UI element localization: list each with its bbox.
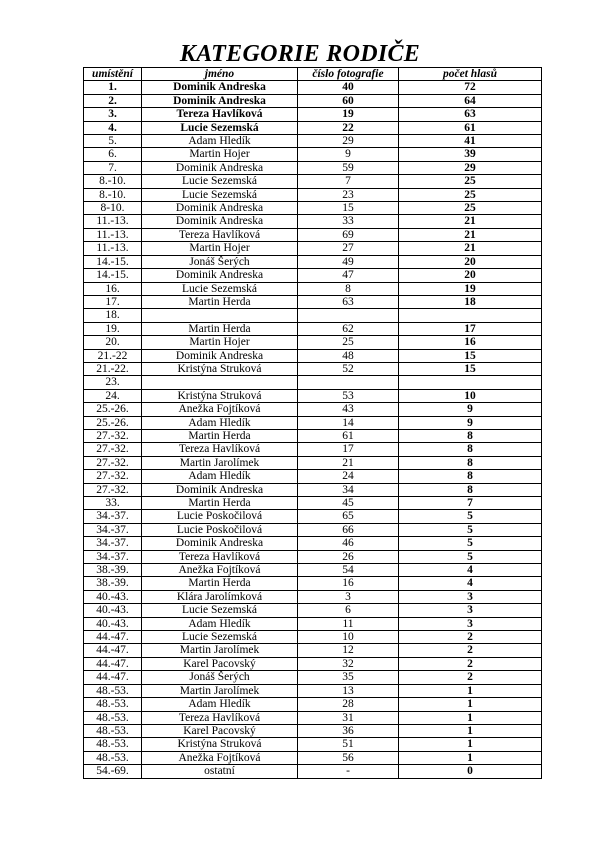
cell-photo-number: 61 <box>298 429 399 442</box>
cell-place: 23. <box>84 376 142 389</box>
cell-votes: 15 <box>399 362 542 375</box>
cell-photo-number: 16 <box>298 577 399 590</box>
cell-votes: 25 <box>399 202 542 215</box>
cell-name: Martin Herda <box>142 577 298 590</box>
cell-votes: 41 <box>399 135 542 148</box>
cell-name: Dominik Andreska <box>142 483 298 496</box>
cell-photo-number: 15 <box>298 202 399 215</box>
cell-photo-number: 24 <box>298 470 399 483</box>
cell-place: 21.-22 <box>84 349 142 362</box>
table-row <box>84 389 542 402</box>
cell-votes: 4 <box>399 564 542 577</box>
table-row <box>84 282 542 295</box>
cell-place: 44.-47. <box>84 657 142 670</box>
table-row <box>84 711 542 724</box>
cell-votes: 72 <box>399 81 542 94</box>
cell-photo-number: 46 <box>298 537 399 550</box>
table-row <box>84 523 542 536</box>
cell-name: Dominik Andreska <box>142 269 298 282</box>
cell-votes: 61 <box>399 121 542 134</box>
cell-place: 34.-37. <box>84 510 142 523</box>
cell-votes: 16 <box>399 336 542 349</box>
table-row <box>84 202 542 215</box>
cell-photo-number: 34 <box>298 483 399 496</box>
cell-place: 18. <box>84 309 142 322</box>
cell-photo-number: - <box>298 765 399 778</box>
table-row <box>84 148 542 161</box>
cell-place: 40.-43. <box>84 590 142 603</box>
cell-name: Dominik Andreska <box>142 537 298 550</box>
cell-place: 54.-69. <box>84 765 142 778</box>
cell-name: Martin Herda <box>142 322 298 335</box>
cell-votes: 2 <box>399 644 542 657</box>
table-row <box>84 228 542 241</box>
cell-votes: 17 <box>399 322 542 335</box>
cell-name: Martin Jarolímek <box>142 684 298 697</box>
table-row <box>84 470 542 483</box>
cell-votes: 0 <box>399 765 542 778</box>
cell-name: Martin Hojer <box>142 336 298 349</box>
table-row <box>84 631 542 644</box>
cell-votes: 5 <box>399 550 542 563</box>
cell-name: Lucie Poskočilová <box>142 523 298 536</box>
table-row <box>84 738 542 751</box>
cell-name <box>142 376 298 389</box>
cell-votes: 1 <box>399 711 542 724</box>
cell-photo-number: 21 <box>298 456 399 469</box>
cell-photo-number: 54 <box>298 564 399 577</box>
cell-photo-number: 53 <box>298 389 399 402</box>
table-row <box>84 336 542 349</box>
cell-votes: 20 <box>399 255 542 268</box>
cell-photo-number: 19 <box>298 108 399 121</box>
cell-votes: 1 <box>399 751 542 764</box>
cell-name: Lucie Poskočilová <box>142 510 298 523</box>
cell-photo-number: 27 <box>298 242 399 255</box>
table-row <box>84 671 542 684</box>
cell-votes: 29 <box>399 161 542 174</box>
cell-name: Lucie Sezemská <box>142 604 298 617</box>
table-body <box>84 81 542 778</box>
column-header-place: umístění <box>84 68 142 81</box>
cell-votes: 8 <box>399 483 542 496</box>
cell-votes: 8 <box>399 456 542 469</box>
table-row <box>84 242 542 255</box>
cell-name: Adam Hledík <box>142 416 298 429</box>
cell-photo-number: 10 <box>298 631 399 644</box>
cell-name: Anežka Fojtíková <box>142 564 298 577</box>
cell-name: Karel Pacovský <box>142 724 298 737</box>
cell-name: Adam Hledík <box>142 135 298 148</box>
cell-name: Tereza Havlíková <box>142 711 298 724</box>
table-row <box>84 456 542 469</box>
table-row <box>84 684 542 697</box>
column-header-name: jméno <box>142 68 298 81</box>
table-row <box>84 416 542 429</box>
table-row <box>84 161 542 174</box>
cell-photo-number: 40 <box>298 81 399 94</box>
cell-name: Martin Hojer <box>142 148 298 161</box>
table-row <box>84 403 542 416</box>
cell-place: 34.-37. <box>84 537 142 550</box>
cell-place: 16. <box>84 282 142 295</box>
table-row <box>84 376 542 389</box>
cell-place: 11.-13. <box>84 228 142 241</box>
cell-photo-number: 13 <box>298 684 399 697</box>
cell-votes: 2 <box>399 631 542 644</box>
cell-name: Tereza Havlíková <box>142 108 298 121</box>
cell-place: 19. <box>84 322 142 335</box>
table-row <box>84 657 542 670</box>
table-row <box>84 94 542 107</box>
cell-place: 38.-39. <box>84 577 142 590</box>
table-row <box>84 604 542 617</box>
cell-name: Martin Herda <box>142 497 298 510</box>
table-row <box>84 295 542 308</box>
page-title: KATEGORIE RODIČE <box>179 41 421 67</box>
table-row <box>84 590 542 603</box>
cell-photo-number: 22 <box>298 121 399 134</box>
cell-photo-number: 66 <box>298 523 399 536</box>
table-row <box>84 108 542 121</box>
cell-place: 21.-22. <box>84 362 142 375</box>
cell-votes: 2 <box>399 671 542 684</box>
cell-name: Adam Hledík <box>142 617 298 630</box>
cell-votes: 1 <box>399 698 542 711</box>
cell-name: Dominik Andreska <box>142 349 298 362</box>
cell-name: ostatní <box>142 765 298 778</box>
cell-votes <box>399 309 542 322</box>
cell-place: 40.-43. <box>84 604 142 617</box>
cell-photo-number: 7 <box>298 175 399 188</box>
cell-photo-number: 69 <box>298 228 399 241</box>
cell-votes: 3 <box>399 590 542 603</box>
cell-place: 25.-26. <box>84 403 142 416</box>
cell-place: 40.-43. <box>84 617 142 630</box>
cell-photo-number: 23 <box>298 188 399 201</box>
cell-photo-number: 59 <box>298 161 399 174</box>
cell-place: 48.-53. <box>84 724 142 737</box>
cell-photo-number: 51 <box>298 738 399 751</box>
cell-place: 25.-26. <box>84 416 142 429</box>
table-row <box>84 724 542 737</box>
cell-photo-number: 6 <box>298 604 399 617</box>
cell-votes: 10 <box>399 389 542 402</box>
cell-name: Anežka Fojtíková <box>142 751 298 764</box>
table-row <box>84 135 542 148</box>
cell-photo-number: 47 <box>298 269 399 282</box>
cell-votes: 2 <box>399 657 542 670</box>
results-table <box>83 67 542 779</box>
cell-photo-number: 56 <box>298 751 399 764</box>
cell-place: 38.-39. <box>84 564 142 577</box>
cell-votes: 3 <box>399 617 542 630</box>
cell-name: Anežka Fojtíková <box>142 403 298 416</box>
cell-place: 44.-47. <box>84 671 142 684</box>
table-row <box>84 215 542 228</box>
cell-name: Tereza Havlíková <box>142 228 298 241</box>
cell-name: Tereza Havlíková <box>142 443 298 456</box>
table-row <box>84 188 542 201</box>
table-row <box>84 765 542 778</box>
cell-votes: 8 <box>399 470 542 483</box>
cell-name: Dominik Andreska <box>142 202 298 215</box>
cell-place: 8-10. <box>84 202 142 215</box>
table-row <box>84 617 542 630</box>
table-row <box>84 309 542 322</box>
cell-votes: 9 <box>399 416 542 429</box>
table-row <box>84 175 542 188</box>
cell-votes: 8 <box>399 443 542 456</box>
cell-place: 48.-53. <box>84 698 142 711</box>
cell-name: Kristýna Struková <box>142 389 298 402</box>
cell-votes: 20 <box>399 269 542 282</box>
cell-name: Martin Herda <box>142 429 298 442</box>
cell-name: Adam Hledík <box>142 470 298 483</box>
cell-place: 48.-53. <box>84 738 142 751</box>
cell-name: Karel Pacovský <box>142 657 298 670</box>
cell-place: 34.-37. <box>84 550 142 563</box>
cell-name: Jonáš Šerých <box>142 671 298 684</box>
cell-place: 27.-32. <box>84 456 142 469</box>
cell-name: Dominik Andreska <box>142 94 298 107</box>
cell-name: Tereza Havlíková <box>142 550 298 563</box>
table-row <box>84 537 542 550</box>
cell-votes: 64 <box>399 94 542 107</box>
column-header-votes: počet hlasů <box>399 68 542 81</box>
table-header-row <box>84 68 542 81</box>
cell-votes: 4 <box>399 577 542 590</box>
cell-place: 48.-53. <box>84 684 142 697</box>
table-row <box>84 550 542 563</box>
cell-name: Jonáš Šerých <box>142 255 298 268</box>
cell-name: Lucie Sezemská <box>142 188 298 201</box>
cell-place: 7. <box>84 161 142 174</box>
table-row <box>84 644 542 657</box>
cell-place: 20. <box>84 336 142 349</box>
cell-place: 34.-37. <box>84 523 142 536</box>
table-row <box>84 751 542 764</box>
cell-place: 3. <box>84 108 142 121</box>
cell-place: 6. <box>84 148 142 161</box>
cell-photo-number: 60 <box>298 94 399 107</box>
cell-place: 24. <box>84 389 142 402</box>
cell-photo-number: 35 <box>298 671 399 684</box>
cell-votes: 7 <box>399 497 542 510</box>
cell-place: 11.-13. <box>84 215 142 228</box>
cell-name <box>142 309 298 322</box>
cell-photo-number: 36 <box>298 724 399 737</box>
cell-votes: 21 <box>399 228 542 241</box>
cell-photo-number: 43 <box>298 403 399 416</box>
cell-name: Lucie Sezemská <box>142 175 298 188</box>
table-row <box>84 322 542 335</box>
cell-photo-number: 29 <box>298 135 399 148</box>
cell-photo-number: 45 <box>298 497 399 510</box>
cell-votes: 5 <box>399 537 542 550</box>
cell-place: 27.-32. <box>84 429 142 442</box>
table-row <box>84 81 542 94</box>
cell-votes: 39 <box>399 148 542 161</box>
cell-photo-number: 32 <box>298 657 399 670</box>
cell-name: Martin Hojer <box>142 242 298 255</box>
cell-place: 27.-32. <box>84 483 142 496</box>
cell-name: Martin Herda <box>142 295 298 308</box>
cell-name: Lucie Sezemská <box>142 631 298 644</box>
cell-votes <box>399 376 542 389</box>
cell-votes: 1 <box>399 684 542 697</box>
cell-name: Dominik Andreska <box>142 81 298 94</box>
cell-votes: 9 <box>399 403 542 416</box>
column-header-photo-number: číslo fotografie <box>298 68 399 81</box>
table-row <box>84 269 542 282</box>
cell-photo-number: 65 <box>298 510 399 523</box>
cell-name: Klára Jarolímková <box>142 590 298 603</box>
table-row <box>84 362 542 375</box>
cell-place: 27.-32. <box>84 443 142 456</box>
cell-name: Dominik Andreska <box>142 161 298 174</box>
cell-place: 14.-15. <box>84 255 142 268</box>
table-row <box>84 255 542 268</box>
cell-photo-number: 25 <box>298 336 399 349</box>
cell-place: 44.-47. <box>84 631 142 644</box>
cell-photo-number: 26 <box>298 550 399 563</box>
cell-photo-number: 62 <box>298 322 399 335</box>
cell-name: Dominik Andreska <box>142 215 298 228</box>
cell-photo-number: 12 <box>298 644 399 657</box>
cell-photo-number: 9 <box>298 148 399 161</box>
cell-photo-number: 11 <box>298 617 399 630</box>
cell-place: 8.-10. <box>84 175 142 188</box>
cell-photo-number: 17 <box>298 443 399 456</box>
cell-photo-number: 52 <box>298 362 399 375</box>
cell-name: Kristýna Struková <box>142 362 298 375</box>
cell-votes: 21 <box>399 215 542 228</box>
cell-name: Kristýna Struková <box>142 738 298 751</box>
cell-place: 48.-53. <box>84 711 142 724</box>
cell-photo-number: 14 <box>298 416 399 429</box>
cell-place: 11.-13. <box>84 242 142 255</box>
table-row <box>84 577 542 590</box>
cell-place: 27.-32. <box>84 470 142 483</box>
cell-votes: 5 <box>399 510 542 523</box>
cell-photo-number: 3 <box>298 590 399 603</box>
cell-photo-number: 8 <box>298 282 399 295</box>
cell-place: 2. <box>84 94 142 107</box>
cell-place: 17. <box>84 295 142 308</box>
cell-votes: 25 <box>399 188 542 201</box>
cell-photo-number: 33 <box>298 215 399 228</box>
table-row <box>84 349 542 362</box>
table-row <box>84 497 542 510</box>
cell-votes: 21 <box>399 242 542 255</box>
cell-photo-number <box>298 309 399 322</box>
cell-votes: 5 <box>399 523 542 536</box>
cell-votes: 15 <box>399 349 542 362</box>
cell-name: Lucie Sezemská <box>142 121 298 134</box>
cell-votes: 1 <box>399 738 542 751</box>
table-row <box>84 564 542 577</box>
cell-name: Martin Jarolímek <box>142 456 298 469</box>
cell-name: Martin Jarolímek <box>142 644 298 657</box>
cell-votes: 25 <box>399 175 542 188</box>
cell-place: 14.-15. <box>84 269 142 282</box>
cell-place: 8.-10. <box>84 188 142 201</box>
cell-place: 44.-47. <box>84 644 142 657</box>
cell-photo-number: 49 <box>298 255 399 268</box>
cell-photo-number: 63 <box>298 295 399 308</box>
table-row <box>84 483 542 496</box>
cell-votes: 1 <box>399 724 542 737</box>
cell-votes: 18 <box>399 295 542 308</box>
cell-name: Adam Hledík <box>142 698 298 711</box>
cell-name: Lucie Sezemská <box>142 282 298 295</box>
cell-photo-number <box>298 376 399 389</box>
cell-votes: 19 <box>399 282 542 295</box>
cell-place: 5. <box>84 135 142 148</box>
cell-votes: 8 <box>399 429 542 442</box>
cell-place: 33. <box>84 497 142 510</box>
cell-place: 4. <box>84 121 142 134</box>
cell-votes: 63 <box>399 108 542 121</box>
cell-votes: 3 <box>399 604 542 617</box>
cell-photo-number: 28 <box>298 698 399 711</box>
table-row <box>84 429 542 442</box>
cell-place: 1. <box>84 81 142 94</box>
table-row <box>84 698 542 711</box>
cell-photo-number: 31 <box>298 711 399 724</box>
table-row <box>84 443 542 456</box>
table-row <box>84 510 542 523</box>
table-row <box>84 121 542 134</box>
cell-photo-number: 48 <box>298 349 399 362</box>
cell-place: 48.-53. <box>84 751 142 764</box>
